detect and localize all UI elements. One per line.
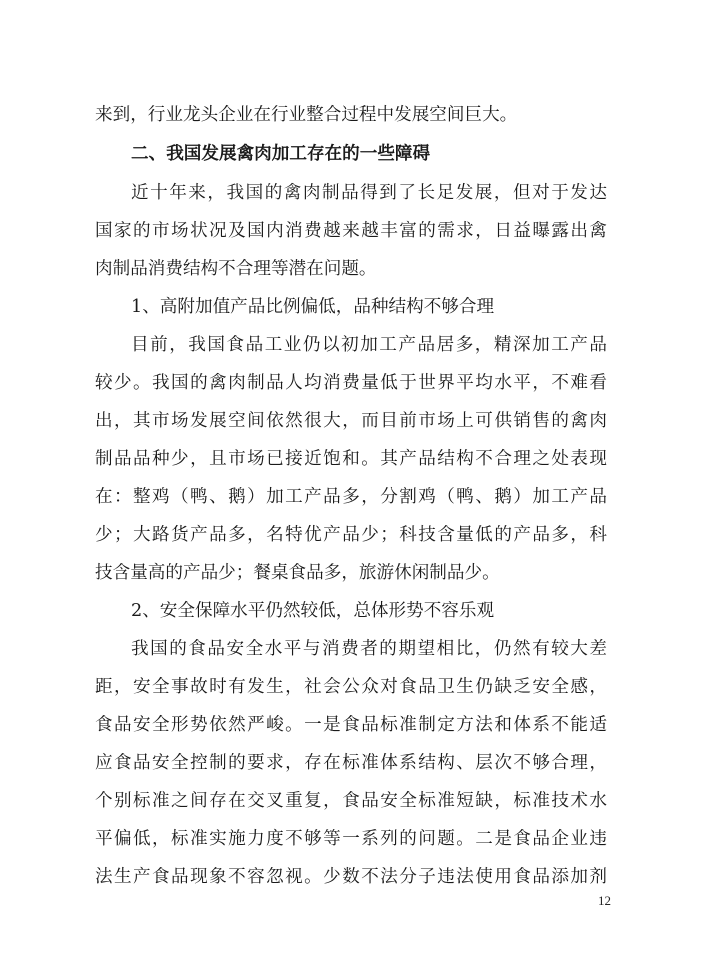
text-line: 来到，行业龙头企业在行业整合过程中发展空间巨大。 bbox=[95, 105, 518, 125]
text-line: 目前，我国食品工业仍以初加工产品居多，精深加工产品 bbox=[131, 335, 607, 355]
text-line: 出，其市场发展空间依然很大，而目前市场上可供销售的禽肉 bbox=[95, 411, 607, 431]
subheading: 1、高附加值产品比例偏低，品种结构不够合理 bbox=[131, 297, 495, 317]
subheading: 2、安全保障水平仍然较低，总体形势不容乐观 bbox=[131, 601, 495, 621]
text-line: 技含量高的产品少；餐桌食品多，旅游休闲制品少。 bbox=[95, 563, 500, 583]
text-line: 近十年来，我国的禽肉制品得到了长足发展，但对于发达 bbox=[131, 183, 607, 203]
text-line: 食品安全形势依然严峻。一是食品标准制定方法和体系不能适 bbox=[95, 715, 607, 735]
text-line: 制品品种少，且市场已接近饱和。其产品结构不合理之处表现 bbox=[95, 449, 607, 469]
text-line: 较少。我国的禽肉制品人均消费量低于世界平均水平，不难看 bbox=[95, 373, 607, 393]
text-line: 肉制品消费结构不合理等潜在问题。 bbox=[95, 259, 377, 279]
text-line: 在：整鸡（鸭、鹅）加工产品多，分割鸡（鸭、鹅）加工产品 bbox=[95, 487, 607, 507]
text-line: 个别标准之间存在交叉重复，食品安全标准短缺，标准技术水 bbox=[95, 791, 607, 811]
text-line: 法生产食品现象不容忽视。少数不法分子违法使用食品添加剂 bbox=[95, 867, 607, 887]
text-line: 应食品安全控制的要求，存在标准体系结构、层次不够合理， bbox=[95, 753, 607, 773]
section-heading: 二、我国发展禽肉加工存在的一些障碍 bbox=[131, 144, 431, 164]
text-line: 我国的食品安全水平与消费者的期望相比，仍然有较大差 bbox=[131, 639, 607, 659]
text-line: 距，安全事故时有发生，社会公众对食品卫生仍缺乏安全感， bbox=[95, 677, 607, 697]
text-line: 少；大路货产品多，名特优产品少；科技含量低的产品多，科 bbox=[95, 525, 607, 545]
page-number: 12 bbox=[598, 893, 611, 908]
text-line: 国家的市场状况及国内消费越来越丰富的需求，日益曝露出禽 bbox=[95, 221, 607, 241]
text-line: 平偏低，标准实施力度不够等一系列的问题。二是食品企业违 bbox=[95, 829, 607, 849]
